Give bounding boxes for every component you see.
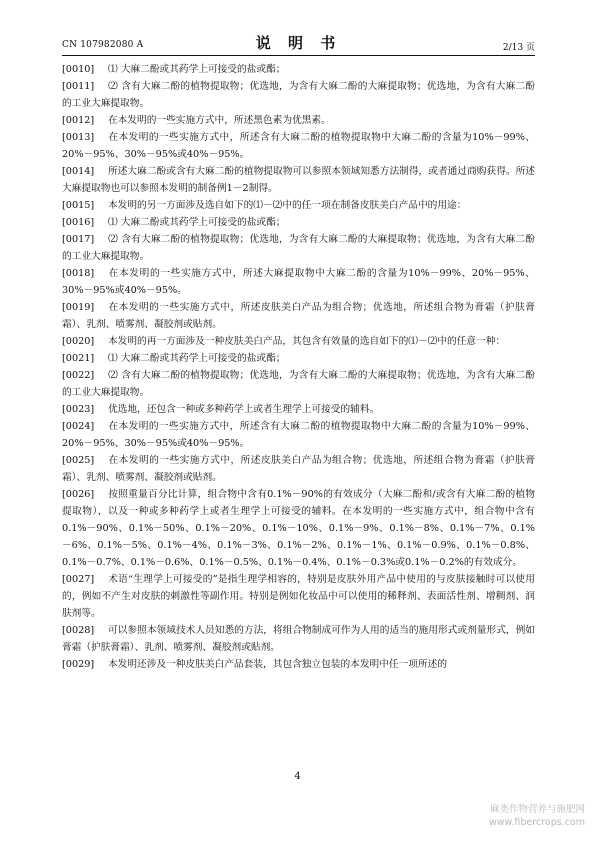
paragraph-text: 可以参照本领域技术人员知悉的方法，将组合物制成可作为人用的适当的施用形式或剂量形式，例如膏霜（护肤膏霜）、乳剂、喷雾剂、凝胶剂或贴剂。 [62,625,535,653]
paragraph-number: [0027] [62,574,95,585]
paragraph-number: [0024] [62,421,95,432]
paragraph [62,401,535,418]
paragraph-number: [0025] [62,455,95,466]
paragraph-number: [0014] [62,166,95,177]
paragraph-text: ⑵ 含有大麻二酚的植物提取物；优选地，为含有大麻二酚的大麻提取物；优选地，为含有大麻二酚的工业大麻提取物。 [62,370,535,398]
page-label: 2/13 页 [502,43,535,53]
paragraph-text: ⑴ 大麻二酚或其药学上可接受的盐或酯； [108,64,286,75]
paragraph-text: 术语“生理学上可接受的”是指生理学相容的，特别是皮肤外用产品中使用的与皮肤接触时可以使用的，例如不产生对皮肤的刺激性等副作用。特别是例如化妆品中可以使用的稀释剂、表面活性剂、增稠剂、润肤剂等。 [62,574,535,619]
paragraph-text: 在本发明的一些实施方式中，所述大麻提取物中大麻二酚的含量为10%－99%、20%－95%、30%－95%或40%－95%。 [62,268,535,296]
paragraph-number: [0021] [62,353,95,364]
paragraph [62,214,535,231]
paragraph [62,78,535,112]
paragraph-text: ⑵ 含有大麻二酚的植物提取物；优选地，为含有大麻二酚的大麻提取物；优选地，为含有大麻二酚的工业大麻提取物。 [62,81,535,109]
paragraph-text: 本发明的再一方面涉及一种皮肤美白产品，其包含有效量的选自如下的⑴－⑵中的任意一种： [108,336,506,347]
watermark-url: www.fibercrops.com [488,817,585,828]
paragraph-number: [0020] [62,336,95,347]
paragraph-number: [0026] [62,489,95,500]
paragraph-text: 在本发明的一些实施方式中，所述皮肤美白产品为组合物；优选地，所述组合物为膏霜（护肤膏霜）、乳剂、喷雾剂、凝胶剂或贴剂。 [62,455,535,483]
publication-number: CN 107982080 A [62,40,144,50]
paragraph-number: [0016] [62,217,95,228]
paragraph-text: ⑵ 含有大麻二酚的植物提取物；优选地，为含有大麻二酚的大麻提取物；优选地，为含有大麻二酚的工业大麻提取物。 [62,234,535,262]
document-title: 说 明 书 [255,34,342,52]
paragraph-number: [0029] [62,659,95,670]
paragraph-text: 在本发明的一些实施方式中，所述含有大麻二酚的植物提取物中大麻二酚的含量为10%－99%、20%－95%、30%－95%或40%－95%。 [62,132,535,160]
paragraph [62,129,535,163]
paragraph [62,622,535,656]
paragraph-number: [0019] [62,302,95,313]
paragraph [62,486,535,571]
paragraph [62,452,535,486]
paragraph [62,112,535,129]
paragraph-number: [0015] [62,200,95,211]
paragraph-text: 按照重量百分比计算，组合物中含有0.1%－90%的有效成分（大麻二酚和/或含有大麻二酚的植物提取物），以及一种或多种药学上或者生理学上可接受的辅料。在本发明的一些实施方式中，组合物中含有0.1%－90%、0.1%－50%、0.1%－20%、0.1%－10%、0.1%－9%、0.1%－8%、0.1%－7%、0.1%－6%、0.1%－5%、0.1%－4%、0.1%－3%、0.1%－2%、0.1%－1%、0.1%－0.9%、0.1%－0.8%、0.1%－0.7%、0.1%－0.6%、0.1%－0.5%、0.1%－0.4%、0.1%－0.3%或0.1%－0.2%的有效成分。 [62,489,535,568]
document-header [62,30,535,54]
paragraph [62,333,535,350]
paragraph [62,197,535,214]
paragraph-number: [0023] [62,404,95,415]
paragraph-text: 本发明的另一方面涉及选自如下的⑴－⑵中的任一项在制备皮肤美白产品中的用途： [108,200,467,211]
paragraph [62,350,535,367]
paragraph [62,231,535,265]
header-rule [62,55,535,56]
paragraph-number: [0022] [62,370,95,381]
paragraph [62,656,535,673]
page-number: 4 [294,771,301,782]
paragraph-text: 本发明还涉及一种皮肤美白产品套装，其包含独立包装的本发明中任一项所述的 [108,659,448,670]
paragraph [62,299,535,333]
paragraph-number: [0010] [62,64,95,75]
paragraph-text: 在本发明的一些实施方式中，所述含有大麻二酚的植物提取物中大麻二酚的含量为10%－99%、20%－95%、30%－95%或40%－95%。 [62,421,535,449]
paragraph [62,571,535,622]
paragraph [62,418,535,452]
paragraph-number: [0017] [62,234,95,245]
paragraph-text: 在本发明的一些实施方式中，所述黑色素为优黑素。 [108,115,331,126]
paragraph-text: 在本发明的一些实施方式中，所述皮肤美白产品为组合物；优选地，所述组合物为膏霜（护肤膏霜）、乳剂、喷雾剂、凝胶剂或贴剂。 [62,302,535,330]
paragraph-number: [0028] [62,625,95,636]
watermark-site-name: 麻类作物营养与施肥网 [489,804,585,815]
paragraph-text: ⑴ 大麻二酚或其药学上可接受的盐或酯； [108,353,286,364]
paragraph-text: 所述大麻二酚或含有大麻二酚的植物提取物可以参照本领域知悉方法制得，或者通过商购获得。所述大麻提取物也可以参照本发明的制备例1－2制得。 [62,166,535,194]
paragraph-number: [0012] [62,115,95,126]
paragraph [62,265,535,299]
document-body [62,61,535,673]
paragraph-text: ⑴ 大麻二酚或其药学上可接受的盐或酯； [108,217,286,228]
paragraph [62,163,535,197]
paragraph-number: [0013] [62,132,95,143]
paragraph-number: [0018] [62,268,95,279]
paragraph-text: 优选地，还包含一种或多种药学上或者生理学上可接受的辅料。 [108,404,380,415]
paragraph [62,61,535,78]
watermark [489,803,585,829]
paragraph [62,367,535,401]
paragraph-number: [0011] [62,81,95,92]
